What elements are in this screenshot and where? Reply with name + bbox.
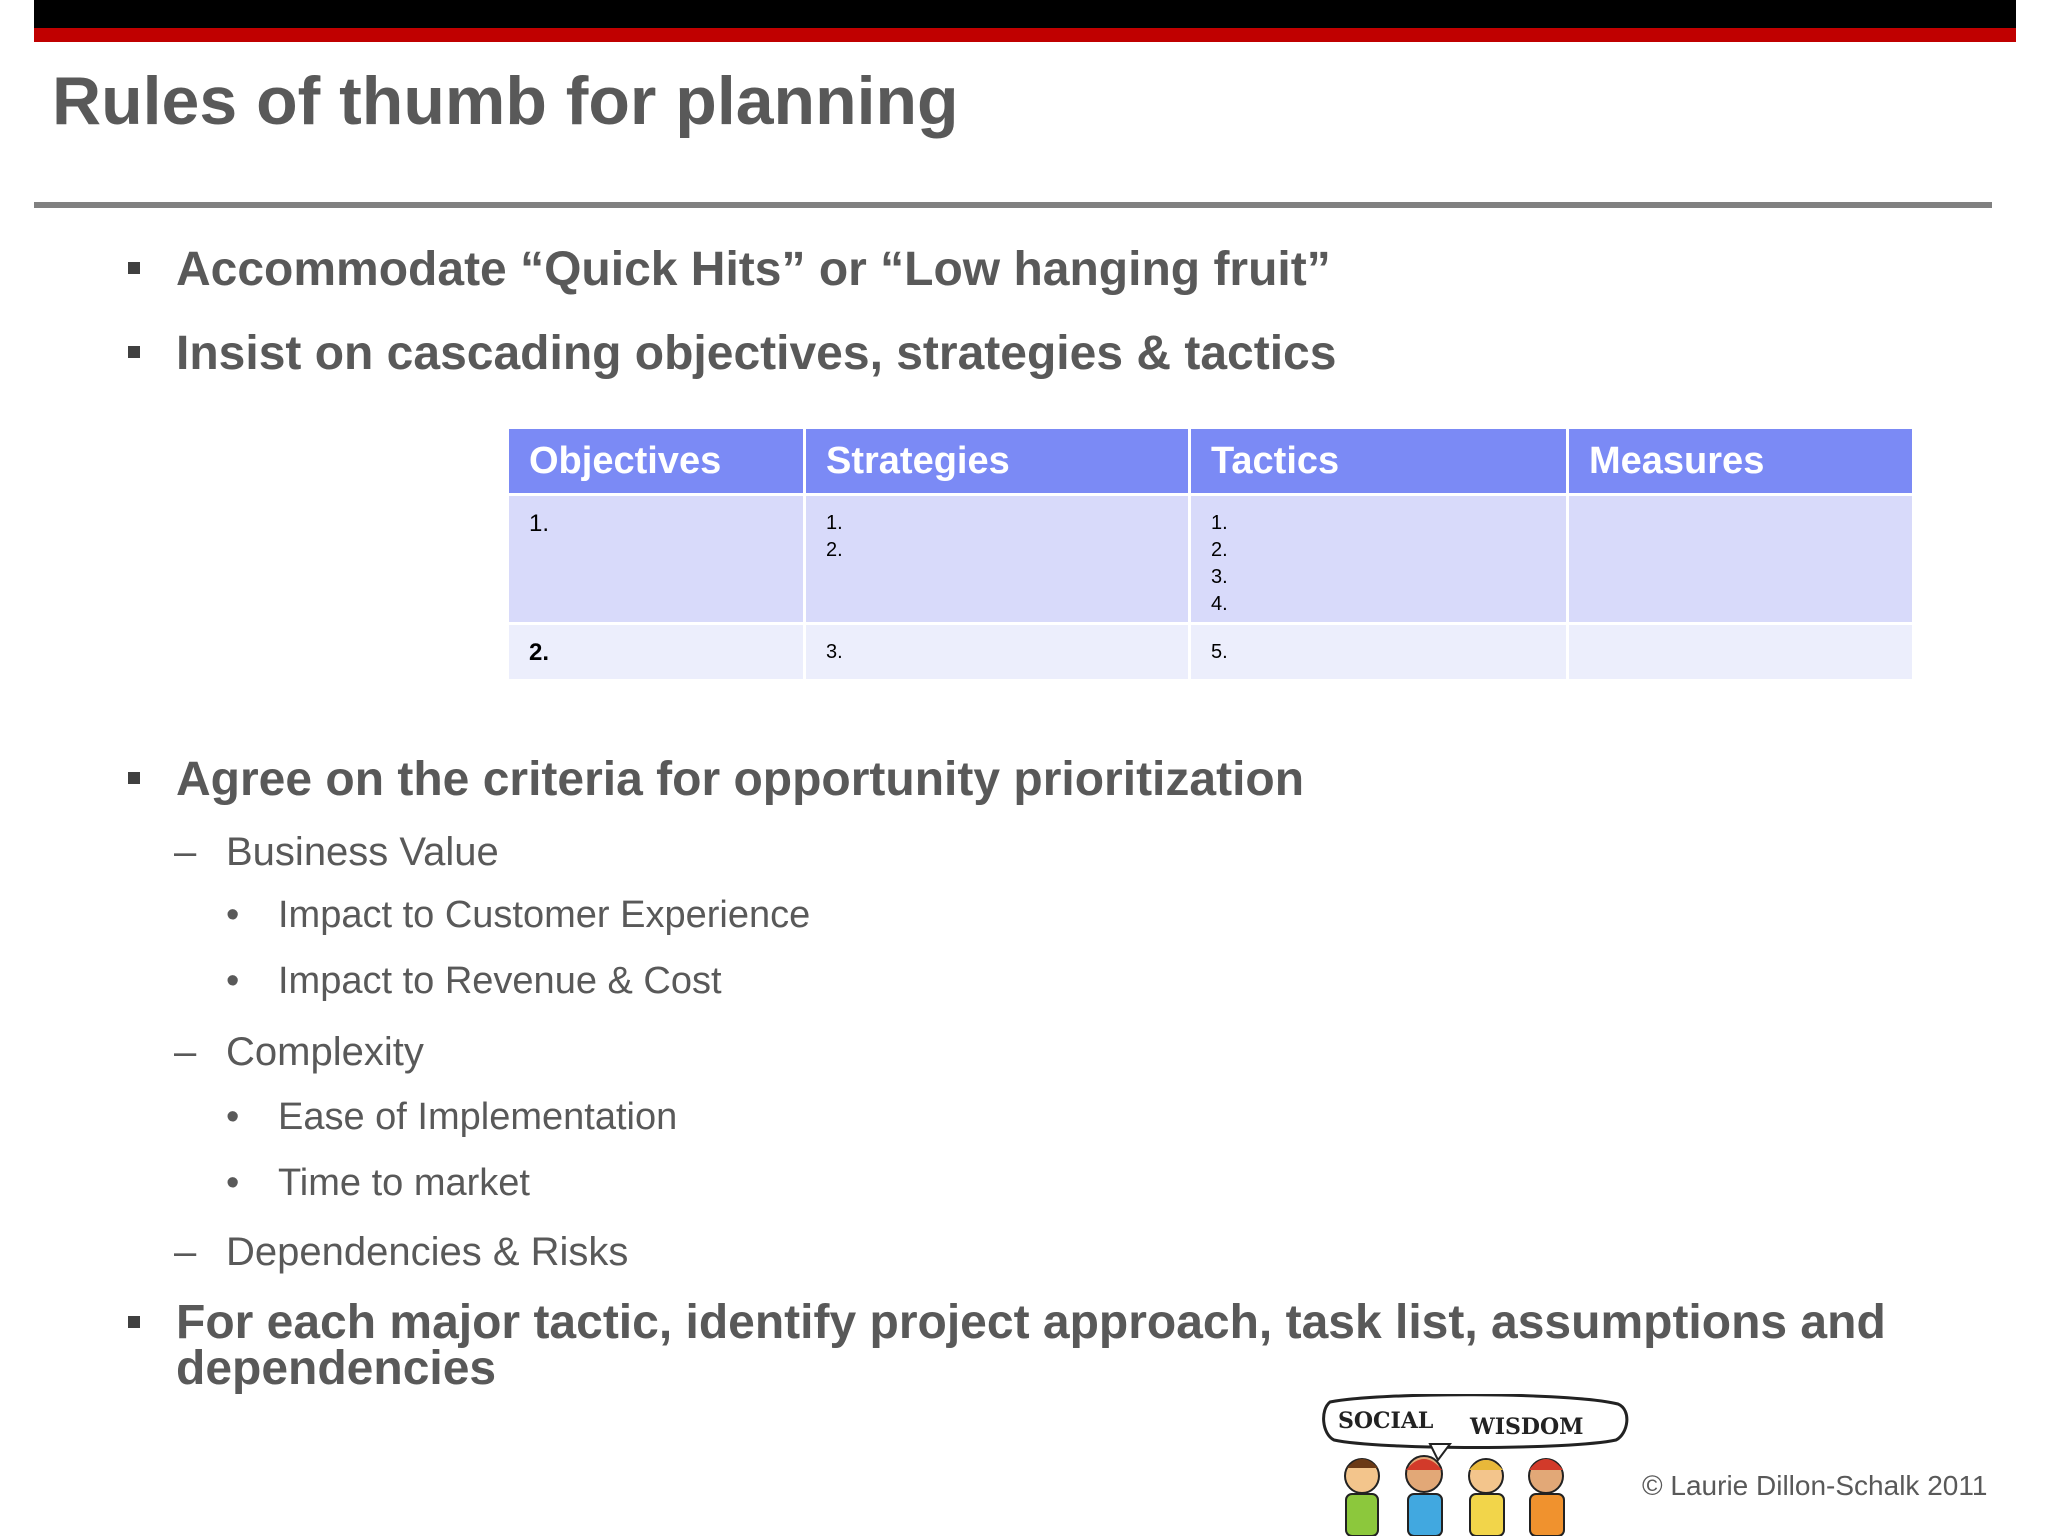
header-measures: Measures [1568, 428, 1914, 495]
square-bullet-icon [128, 772, 140, 784]
dot-bullet: • [226, 894, 240, 936]
item-impact-customer-text: Impact to Customer Experience [278, 894, 811, 936]
dash-bullet: – [174, 1030, 197, 1074]
cell-objective-2-text: 2. [529, 639, 550, 666]
sub-complexity-text: Complexity [226, 1030, 424, 1074]
dash-bullet: – [174, 1230, 197, 1274]
slide-title: Rules of thumb for planning [52, 63, 959, 139]
item-impact-revenue-text: Impact to Revenue & Cost [278, 960, 722, 1002]
cell-tactics-1: 1. 2. 3. 4. [1190, 495, 1568, 624]
table-row [508, 495, 1914, 624]
square-bullet-icon [128, 262, 140, 274]
cell-measures-1 [1568, 495, 1914, 624]
planning-table [506, 426, 1915, 682]
logo-person-yellow [1469, 1459, 1504, 1536]
dot-bullet: • [226, 960, 240, 1002]
title-divider [34, 202, 1992, 208]
table-row [508, 624, 1914, 681]
logo-person-blue [1406, 1456, 1442, 1536]
logo-person-orange [1529, 1459, 1564, 1536]
cell-strategies-1: 1. 2. [805, 495, 1190, 624]
bullet-cascading-text: Insist on cascading objectives, strategies & tactics [176, 327, 1337, 380]
social-wisdom-logo [1320, 1394, 1630, 1536]
bullet-major-tactic-text: For each major tactic, identify project approach, task list, assumptions and dependencies [176, 1296, 1886, 1395]
item-time-to-market-text: Time to market [278, 1162, 530, 1204]
copyright-notice: © Laurie Dillon-Schalk 2011 [1642, 1470, 1988, 1501]
item-ease-text: Ease of Implementation [278, 1096, 678, 1138]
cell-objective-1-text: 1. [529, 510, 550, 537]
top-black-bar [34, 0, 2016, 28]
cell-tactics-2: 5. [1190, 624, 1568, 681]
header-strategies: Strategies [805, 428, 1190, 495]
cell-measures-2 [1568, 624, 1914, 681]
bullet-quick-hits-text: Accommodate “Quick Hits” or “Low hanging fruit” [176, 243, 1331, 296]
cell-objective-2 [508, 624, 805, 681]
cell-strategies-2: 3. [805, 624, 1190, 681]
top-red-bar [34, 28, 2016, 42]
table-header-row [508, 428, 1914, 495]
header-tactics: Tactics [1190, 428, 1568, 495]
logo-text-wisdom: WISDOM [1470, 1414, 1584, 1440]
bullet-criteria-text: Agree on the criteria for opportunity prioritization [176, 753, 1305, 806]
dot-bullet: • [226, 1162, 240, 1204]
dot-bullet: • [226, 1096, 240, 1138]
header-objectives: Objectives [508, 428, 805, 495]
square-bullet-icon [128, 1316, 140, 1328]
square-bullet-icon [128, 346, 140, 358]
sub-business-value-text: Business Value [226, 830, 499, 874]
sub-dependencies-text: Dependencies & Risks [226, 1230, 629, 1274]
logo-person-green [1345, 1459, 1379, 1536]
dash-bullet: – [174, 830, 197, 874]
cell-objective-1 [508, 495, 805, 624]
logo-text-social: SOCIAL [1338, 1408, 1434, 1434]
